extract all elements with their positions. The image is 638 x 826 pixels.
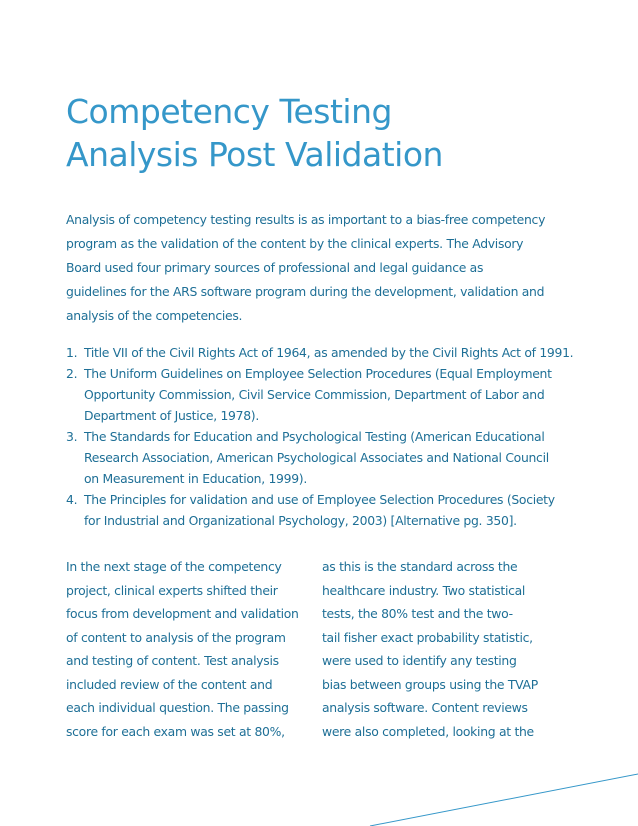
column-line: each individual question. The passing xyxy=(66,700,289,715)
intro-line: analysis of the competencies. xyxy=(66,308,243,323)
list-item-line: The Uniform Guidelines on Employee Selection Procedures (Equal Employment xyxy=(84,366,552,381)
column-line: score for each exam was set at 80%, xyxy=(66,723,285,739)
list-item-line: Department of Justice, 1978). xyxy=(84,408,259,423)
intro-line: Analysis of competency testing results is as important to a bias-free competency xyxy=(66,212,546,227)
title-line: Analysis Post Validation xyxy=(66,135,443,174)
column-line: were used to identify any testing xyxy=(322,653,517,668)
list-item-line: Research Association, American Psychological Associates and National Council xyxy=(84,450,549,465)
intro-line: program as the validation of the content by the clinical experts. The Advisory xyxy=(66,236,524,251)
column-line: analysis software. Content reviews xyxy=(322,700,528,715)
list-number: 4. xyxy=(66,492,78,507)
list-number: 3. xyxy=(66,429,78,444)
list-item-line: Opportunity Commission, Civil Service Commission, Department of Labor and xyxy=(84,387,545,402)
column-line: focus from development and validation xyxy=(66,606,299,621)
list-item-line: Title VII of the Civil Rights Act of 1964, as amended by the Civil Rights Act of 1991. xyxy=(84,345,574,360)
column-line: bias between groups using the TVAP xyxy=(322,676,538,692)
column-line: included review of the content and xyxy=(66,676,273,692)
intro-line: guidelines for the ARS software program during the development, validation and xyxy=(66,284,545,299)
list-number: 1. xyxy=(66,345,78,360)
column-line: project, clinical experts shifted their xyxy=(66,582,278,598)
column-line: of content to analysis of the program xyxy=(66,629,286,645)
column-line: were also completed, looking at the xyxy=(322,723,534,739)
column-line: as this is the standard across the xyxy=(322,559,518,574)
list-item-line: The Principles for validation and use of Employee Selection Procedures (Society xyxy=(84,492,555,507)
title-line: Competency Testing xyxy=(66,92,392,131)
list-item-line: on Measurement in Education, 1999). xyxy=(84,471,307,486)
column-line: healthcare industry. Two statistical xyxy=(322,582,526,598)
column-line: In the next stage of the competency xyxy=(66,559,282,574)
intro-line: Board used four primary sources of professional and legal guidance as xyxy=(66,260,484,275)
list-number: 2. xyxy=(66,366,78,381)
column-line: and testing of content. Test analysis xyxy=(66,653,279,668)
list-item-line: for Industrial and Organizational Psychology, 2003) [Alternative pg. 350]. xyxy=(84,513,517,528)
column-line: tests, the 80% test and the two- xyxy=(322,606,513,621)
accent-line xyxy=(370,774,638,826)
list-item-line: The Standards for Education and Psychological Testing (American Educational xyxy=(84,429,545,444)
column-line: tail fisher exact probability statistic, xyxy=(322,629,533,645)
